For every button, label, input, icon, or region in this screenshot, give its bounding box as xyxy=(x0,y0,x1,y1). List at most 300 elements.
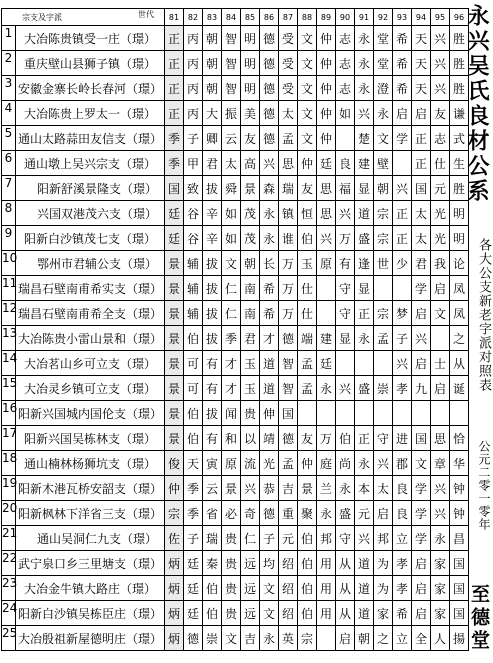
generation-char-cell: 伯 xyxy=(298,226,317,251)
generation-char-cell: 兴 xyxy=(393,176,412,201)
generation-char-cell: 君 xyxy=(203,151,222,176)
branch-name: 通山楠林杨狮坑支（璟） xyxy=(16,451,165,476)
branch-name: 阳新舒溪景隆支（璟） xyxy=(16,176,165,201)
generation-char-cell: 仕 xyxy=(298,301,317,326)
generation-char-cell: 智 xyxy=(279,351,298,376)
branch-name: 阳新白沙镇吴栋臣庄（璟） xyxy=(16,601,165,626)
generation-char-cell: 志 xyxy=(431,126,450,151)
generation-char-cell: 才 xyxy=(222,376,241,401)
generation-char-cell: 德 xyxy=(260,501,279,526)
table-row xyxy=(2,251,469,276)
generation-char-cell: 学 xyxy=(412,476,431,501)
generation-char-cell: 国 xyxy=(412,426,431,451)
generation-char-cell: 兴 xyxy=(431,51,450,76)
generation-char-cell: 兴 xyxy=(336,376,355,401)
generation-char-cell: 盛 xyxy=(355,226,374,251)
generation-char-cell: 子 xyxy=(184,526,203,551)
generation-char-cell: 兴 xyxy=(431,26,450,51)
generation-header: 83 xyxy=(203,9,222,26)
generation-char-cell: 明 xyxy=(450,201,469,226)
generation-char-cell: 德 xyxy=(260,101,279,126)
generation-char-cell: 兴 xyxy=(393,351,412,376)
generation-char-cell xyxy=(317,276,336,301)
generation-char-cell: 茂 xyxy=(241,226,260,251)
generation-char-cell: 显 xyxy=(355,176,374,201)
generation-char-cell: 季 xyxy=(184,501,203,526)
row-number: 18 xyxy=(2,451,16,476)
generation-char-cell: 启 xyxy=(412,101,431,126)
table-row xyxy=(2,626,469,651)
generation-char-cell: 学 xyxy=(393,126,412,151)
generation-char-cell: 邦 xyxy=(374,526,393,551)
branch-name: 大冶金牛镇大路庄（璟） xyxy=(16,576,165,601)
generation-char-cell: 永 xyxy=(260,226,279,251)
generation-char-cell: 英 xyxy=(279,626,298,651)
generation-char-cell: 文 xyxy=(222,626,241,651)
generation-char-cell: 景 xyxy=(298,476,317,501)
generation-char-cell xyxy=(336,401,355,426)
generation-name-table xyxy=(1,8,469,651)
generation-char-cell: 仕 xyxy=(431,151,450,176)
branch-name: 武宁泉口乡三里塘支（璟） xyxy=(16,551,165,576)
generation-char-cell: 朝 xyxy=(203,26,222,51)
row-number: 11 xyxy=(2,276,16,301)
generation-char-cell: 太 xyxy=(279,101,298,126)
generation-char-cell: 天 xyxy=(412,26,431,51)
branch-name: 阳新兴国吴栋林支（璟） xyxy=(16,426,165,451)
generation-char-cell: 贵 xyxy=(222,551,241,576)
branch-column-label: 宗支及字派 xyxy=(22,13,62,22)
generation-char-cell: 用 xyxy=(317,576,336,601)
generation-char-cell: 智 xyxy=(222,26,241,51)
generation-char-cell: 重 xyxy=(279,501,298,526)
generation-char-cell: 用 xyxy=(317,551,336,576)
generation-char-cell: 九 xyxy=(412,376,431,401)
generation-char-cell: 聚 xyxy=(298,501,317,526)
generation-char-cell: 福 xyxy=(336,176,355,201)
table-row xyxy=(2,226,469,251)
generation-char-cell: 郡 xyxy=(393,451,412,476)
generation-char-cell: 季 xyxy=(184,476,203,501)
generation-char-cell: 孟 xyxy=(298,376,317,401)
generation-char-cell: 拔 xyxy=(203,251,222,276)
generation-char-cell: 贵 xyxy=(222,576,241,601)
generation-char-cell: 堂 xyxy=(374,26,393,51)
table-row xyxy=(2,551,469,576)
generation-char-cell: 孝 xyxy=(393,551,412,576)
generation-char-cell: 吉 xyxy=(241,626,260,651)
generation-char-cell: 绍 xyxy=(279,576,298,601)
generation-char-cell: 均 xyxy=(260,551,279,576)
generation-char-cell: 拔 xyxy=(203,326,222,351)
generation-char-cell: 显 xyxy=(336,326,355,351)
generation-char-cell: 伸 xyxy=(260,401,279,426)
generation-char-cell: 明 xyxy=(241,76,260,101)
generation-char-cell: 学 xyxy=(412,276,431,301)
generation-char-cell: 启 xyxy=(393,101,412,126)
table-row xyxy=(2,326,469,351)
generation-char-cell: 廷 xyxy=(184,576,203,601)
row-number: 8 xyxy=(2,201,16,226)
generation-char-cell xyxy=(355,351,374,376)
generation-char-cell: 从 xyxy=(450,351,469,376)
generation-char-cell: 贵 xyxy=(222,526,241,551)
generation-char-cell: 天 xyxy=(412,51,431,76)
generation-char-cell xyxy=(412,401,431,426)
generation-char-cell: 光 xyxy=(260,451,279,476)
branch-name: 阳新木港瓦桥安韶支（璟） xyxy=(16,476,165,501)
generation-char-cell: 兴 xyxy=(260,151,279,176)
generation-char-cell: 伯 xyxy=(203,576,222,601)
generation-char-cell: 季 xyxy=(222,326,241,351)
generation-char-cell: 流 xyxy=(241,451,260,476)
generation-char-cell: 楚 xyxy=(355,126,374,151)
generation-char-cell: 贵 xyxy=(241,401,260,426)
document-title: 永兴吴氏良材公系 xyxy=(464,4,490,204)
generation-char-cell: 万 xyxy=(336,226,355,251)
generation-char-cell: 全 xyxy=(412,626,431,651)
generation-char-cell xyxy=(393,276,412,301)
generation-char-cell: 德 xyxy=(260,76,279,101)
generation-header: 85 xyxy=(241,9,260,26)
table-row xyxy=(2,151,469,176)
generation-char-cell: 希 xyxy=(260,301,279,326)
generation-char-cell: 如 xyxy=(336,101,355,126)
generation-char-cell: 道 xyxy=(355,601,374,626)
generation-char-cell: 廷 xyxy=(165,226,184,251)
branch-name: 通山墩上吴兴宗支（璟） xyxy=(16,151,165,176)
generation-char-cell: 希 xyxy=(393,26,412,51)
generation-char-cell: 景 xyxy=(165,276,184,301)
generation-char-cell: 廷 xyxy=(317,151,336,176)
row-number: 20 xyxy=(2,501,16,526)
generation-char-cell: 建 xyxy=(317,326,336,351)
generation-char-cell: 德 xyxy=(260,126,279,151)
generation-char-cell: 可 xyxy=(184,351,203,376)
generation-char-cell: 国 xyxy=(450,551,469,576)
generation-char-cell: 正 xyxy=(393,201,412,226)
generation-char-cell: 恰 xyxy=(450,426,469,451)
generation-char-cell: 仲 xyxy=(317,126,336,151)
generation-char-cell: 国 xyxy=(165,176,184,201)
generation-char-cell: 为 xyxy=(374,576,393,601)
branch-name: 鄂州市君辅公支（璟） xyxy=(16,251,165,276)
generation-char-cell: 有 xyxy=(203,351,222,376)
generation-char-cell: 景 xyxy=(165,401,184,426)
generation-char-cell: 有 xyxy=(203,426,222,451)
generation-char-cell xyxy=(298,401,317,426)
generation-char-cell: 仕 xyxy=(298,276,317,301)
generation-char-cell: 正 xyxy=(165,51,184,76)
generation-char-cell: 启 xyxy=(431,376,450,401)
generation-char-cell: 伯 xyxy=(298,601,317,626)
generation-char-cell: 兴 xyxy=(431,476,450,501)
generation-char-cell: 家 xyxy=(374,601,393,626)
generation-char-cell: 钟 xyxy=(450,476,469,501)
row-number: 25 xyxy=(2,626,16,651)
generation-char-cell: 生 xyxy=(450,151,469,176)
branch-name: 大冶茗山乡可立支（璟） xyxy=(16,351,165,376)
row-number: 5 xyxy=(2,126,16,151)
generation-char-cell: 文 xyxy=(222,251,241,276)
generation-char-cell: 景 xyxy=(165,326,184,351)
generation-char-cell: 明 xyxy=(241,26,260,51)
generation-char-cell: 万 xyxy=(317,426,336,451)
branch-name: 大冶陈贵上罗太一（璟） xyxy=(16,101,165,126)
generation-char-cell: 正 xyxy=(412,126,431,151)
generation-char-cell: 从 xyxy=(336,601,355,626)
generation-char-cell: 廷 xyxy=(184,551,203,576)
generation-char-cell: 景 xyxy=(165,426,184,451)
branch-name: 瑞昌石壁南甫希实支（璟） xyxy=(16,276,165,301)
generation-char-cell: 启 xyxy=(412,601,431,626)
generation-char-cell: 胜 xyxy=(450,51,469,76)
generation-char-cell: 廷 xyxy=(165,201,184,226)
generation-char-cell: 兴 xyxy=(317,226,336,251)
generation-char-cell: 启 xyxy=(412,576,431,601)
generation-char-cell: 玉 xyxy=(241,351,260,376)
generation-char-cell: 丙 xyxy=(184,51,203,76)
generation-char-cell: 景 xyxy=(241,176,260,201)
generation-char-cell xyxy=(393,401,412,426)
generation-char-cell: 万 xyxy=(279,276,298,301)
row-number: 13 xyxy=(2,326,16,351)
generation-header: 91 xyxy=(355,9,374,26)
generation-char-cell: 仲 xyxy=(298,451,317,476)
generation-char-cell: 守 xyxy=(374,426,393,451)
generation-char-cell: 兴 xyxy=(241,476,260,501)
generation-char-cell: 文 xyxy=(431,301,450,326)
generation-char-cell: 景 xyxy=(165,376,184,401)
generation-char-cell: 永 xyxy=(317,501,336,526)
generation-char-cell: 永 xyxy=(355,326,374,351)
generation-char-cell: 卿 xyxy=(203,126,222,151)
generation-char-cell: 瑞 xyxy=(279,176,298,201)
generation-char-cell: 闻 xyxy=(222,401,241,426)
generation-char-cell: 拔 xyxy=(203,176,222,201)
row-number: 1 xyxy=(2,26,16,51)
generation-char-cell: 少 xyxy=(393,251,412,276)
table-row xyxy=(2,201,469,226)
generation-char-cell: 正 xyxy=(165,101,184,126)
table-row xyxy=(2,451,469,476)
generation-char-cell: 朝 xyxy=(203,51,222,76)
generation-char-cell: 辅 xyxy=(184,251,203,276)
generation-char-cell: 启 xyxy=(374,501,393,526)
generation-char-cell: 森 xyxy=(260,176,279,201)
generation-char-cell: 用 xyxy=(317,601,336,626)
generation-char-cell: 景 xyxy=(165,301,184,326)
generation-char-cell: 伯 xyxy=(298,551,317,576)
generation-char-cell: 正 xyxy=(165,76,184,101)
branch-name: 安徽金寨长岭长春河（璟） xyxy=(16,76,165,101)
generation-char-cell: 玉 xyxy=(241,376,260,401)
generation-char-cell: 启 xyxy=(412,551,431,576)
generation-char-cell: 之 xyxy=(450,326,469,351)
generation-char-cell: 我 xyxy=(431,251,450,276)
generation-char-cell: 拔 xyxy=(203,401,222,426)
generation-char-cell: 建 xyxy=(355,151,374,176)
generation-char-cell: 智 xyxy=(222,51,241,76)
generation-char-cell: 道 xyxy=(355,551,374,576)
generation-char-cell: 子 xyxy=(393,326,412,351)
generation-char-cell: 正 xyxy=(355,301,374,326)
generation-char-cell: 明 xyxy=(241,51,260,76)
generation-char-cell: 启 xyxy=(412,301,431,326)
generation-char-cell xyxy=(317,301,336,326)
generation-char-cell: 伯 xyxy=(336,426,355,451)
generation-header: 82 xyxy=(184,9,203,26)
generation-char-cell: 受 xyxy=(279,26,298,51)
generation-char-cell: 永 xyxy=(260,201,279,226)
generation-char-cell: 文 xyxy=(298,126,317,151)
generation-char-cell: 孝 xyxy=(393,576,412,601)
generation-char-cell: 孟 xyxy=(374,326,393,351)
generation-char-cell: 寅 xyxy=(203,451,222,476)
row-number: 23 xyxy=(2,576,16,601)
generation-char-cell: 诞 xyxy=(450,376,469,401)
generation-char-cell: 凤 xyxy=(450,276,469,301)
generation-char-cell: 德 xyxy=(184,626,203,651)
generation-char-cell: 元 xyxy=(431,176,450,201)
row-number: 6 xyxy=(2,151,16,176)
generation-char-cell: 宗 xyxy=(374,201,393,226)
generation-char-cell: 仁 xyxy=(241,526,260,551)
generation-char-cell: 高 xyxy=(241,151,260,176)
generation-char-cell: 有 xyxy=(203,376,222,401)
generation-char-cell: 智 xyxy=(279,376,298,401)
generation-char-cell: 原 xyxy=(317,251,336,276)
corner-header xyxy=(2,9,165,26)
row-number: 2 xyxy=(2,51,16,76)
generation-char-cell: 正 xyxy=(355,426,374,451)
row-number: 10 xyxy=(2,251,16,276)
generation-char-cell: 文 xyxy=(374,126,393,151)
row-number: 4 xyxy=(2,101,16,126)
generation-char-cell: 仲 xyxy=(165,476,184,501)
generation-char-cell: 梦 xyxy=(393,301,412,326)
row-number: 9 xyxy=(2,226,16,251)
generation-char-cell: 友 xyxy=(298,176,317,201)
table-row xyxy=(2,401,469,426)
row-number: 15 xyxy=(2,376,16,401)
generation-char-cell: 仲 xyxy=(317,26,336,51)
generation-char-cell: 文 xyxy=(298,101,317,126)
generation-char-cell: 朝 xyxy=(355,626,374,651)
row-number: 12 xyxy=(2,301,16,326)
generation-char-cell: 永 xyxy=(260,626,279,651)
generation-char-cell: 道 xyxy=(355,201,374,226)
generation-char-cell: 钟 xyxy=(450,501,469,526)
generation-char-cell: 辅 xyxy=(184,276,203,301)
generation-char-cell: 为 xyxy=(374,551,393,576)
generation-char-cell: 正 xyxy=(165,26,184,51)
generation-char-cell: 必 xyxy=(222,501,241,526)
generation-char-cell: 舜 xyxy=(222,176,241,201)
generation-char-cell xyxy=(374,276,393,301)
branch-name: 大冶陈贵镇受一庄（璟） xyxy=(16,26,165,51)
generation-char-cell: 宗 xyxy=(165,501,184,526)
branch-name: 通山吴洞仁九支（璟） xyxy=(16,526,165,551)
generation-char-cell: 人 xyxy=(431,626,450,651)
table-row xyxy=(2,301,469,326)
generation-char-cell: 凤 xyxy=(450,301,469,326)
generation-char-cell: 智 xyxy=(222,76,241,101)
generation-char-cell: 进 xyxy=(393,426,412,451)
generation-char-cell xyxy=(317,626,336,651)
generation-char-cell: 文 xyxy=(412,451,431,476)
generation-header: 93 xyxy=(393,9,412,26)
generation-char-cell: 德 xyxy=(279,426,298,451)
table-row xyxy=(2,51,469,76)
generation-char-cell: 伯 xyxy=(298,576,317,601)
generation-char-cell: 朝 xyxy=(374,176,393,201)
generation-char-cell: 正 xyxy=(393,226,412,251)
table-row xyxy=(2,526,469,551)
generation-char-cell xyxy=(336,126,355,151)
generation-char-cell: 秦 xyxy=(203,551,222,576)
generation-char-cell: 拔 xyxy=(203,301,222,326)
generation-char-cell: 振 xyxy=(222,101,241,126)
generation-char-cell: 国 xyxy=(279,401,298,426)
generation-char-cell: 靖 xyxy=(260,426,279,451)
generation-char-cell: 受 xyxy=(279,76,298,101)
generation-char-cell xyxy=(393,151,412,176)
generation-char-cell: 拔 xyxy=(203,276,222,301)
generation-char-cell: 仲 xyxy=(317,76,336,101)
generation-char-cell: 南 xyxy=(241,301,260,326)
generation-char-cell: 谦 xyxy=(450,101,469,126)
generation-char-cell: 华 xyxy=(450,451,469,476)
row-number: 19 xyxy=(2,476,16,501)
table-row xyxy=(2,476,469,501)
generation-char-cell: 显 xyxy=(355,276,374,301)
generation-char-cell: 兴 xyxy=(355,526,374,551)
generation-char-cell: 辛 xyxy=(203,201,222,226)
generation-char-cell: 季 xyxy=(165,151,184,176)
table-row xyxy=(2,276,469,301)
generation-char-cell xyxy=(431,401,450,426)
generation-char-cell: 子 xyxy=(260,526,279,551)
generation-char-cell: 有 xyxy=(336,251,355,276)
generation-char-cell: 兴 xyxy=(431,76,450,101)
generation-char-cell: 宗 xyxy=(374,226,393,251)
generation-char-cell: 辛 xyxy=(203,226,222,251)
generation-char-cell: 兰 xyxy=(317,476,336,501)
generation-char-cell: 云 xyxy=(203,476,222,501)
generation-char-cell xyxy=(431,326,450,351)
generation-char-cell: 守 xyxy=(336,301,355,326)
branch-name: 瑞昌石壁南甫希全支（璟） xyxy=(16,301,165,326)
generation-char-cell: 万 xyxy=(279,251,298,276)
generation-char-cell: 立 xyxy=(393,626,412,651)
generation-char-cell: 天 xyxy=(184,451,203,476)
generation-char-cell: 远 xyxy=(241,601,260,626)
generation-char-cell: 从 xyxy=(336,551,355,576)
generation-char-cell: 兴 xyxy=(355,101,374,126)
generation-char-cell: 昌 xyxy=(450,526,469,551)
generation-char-cell: 绍 xyxy=(279,551,298,576)
generation-char-cell: 太 xyxy=(412,226,431,251)
generation-char-cell: 永 xyxy=(374,101,393,126)
generation-char-cell xyxy=(355,401,374,426)
generation-char-cell: 和 xyxy=(222,426,241,451)
generation-char-cell: 守 xyxy=(336,526,355,551)
generation-char-cell xyxy=(374,351,393,376)
document-subtitle: 各大公支新老字派对照表 xyxy=(476,238,491,392)
generation-char-cell: 文 xyxy=(298,51,317,76)
generation-char-cell: 正 xyxy=(412,151,431,176)
